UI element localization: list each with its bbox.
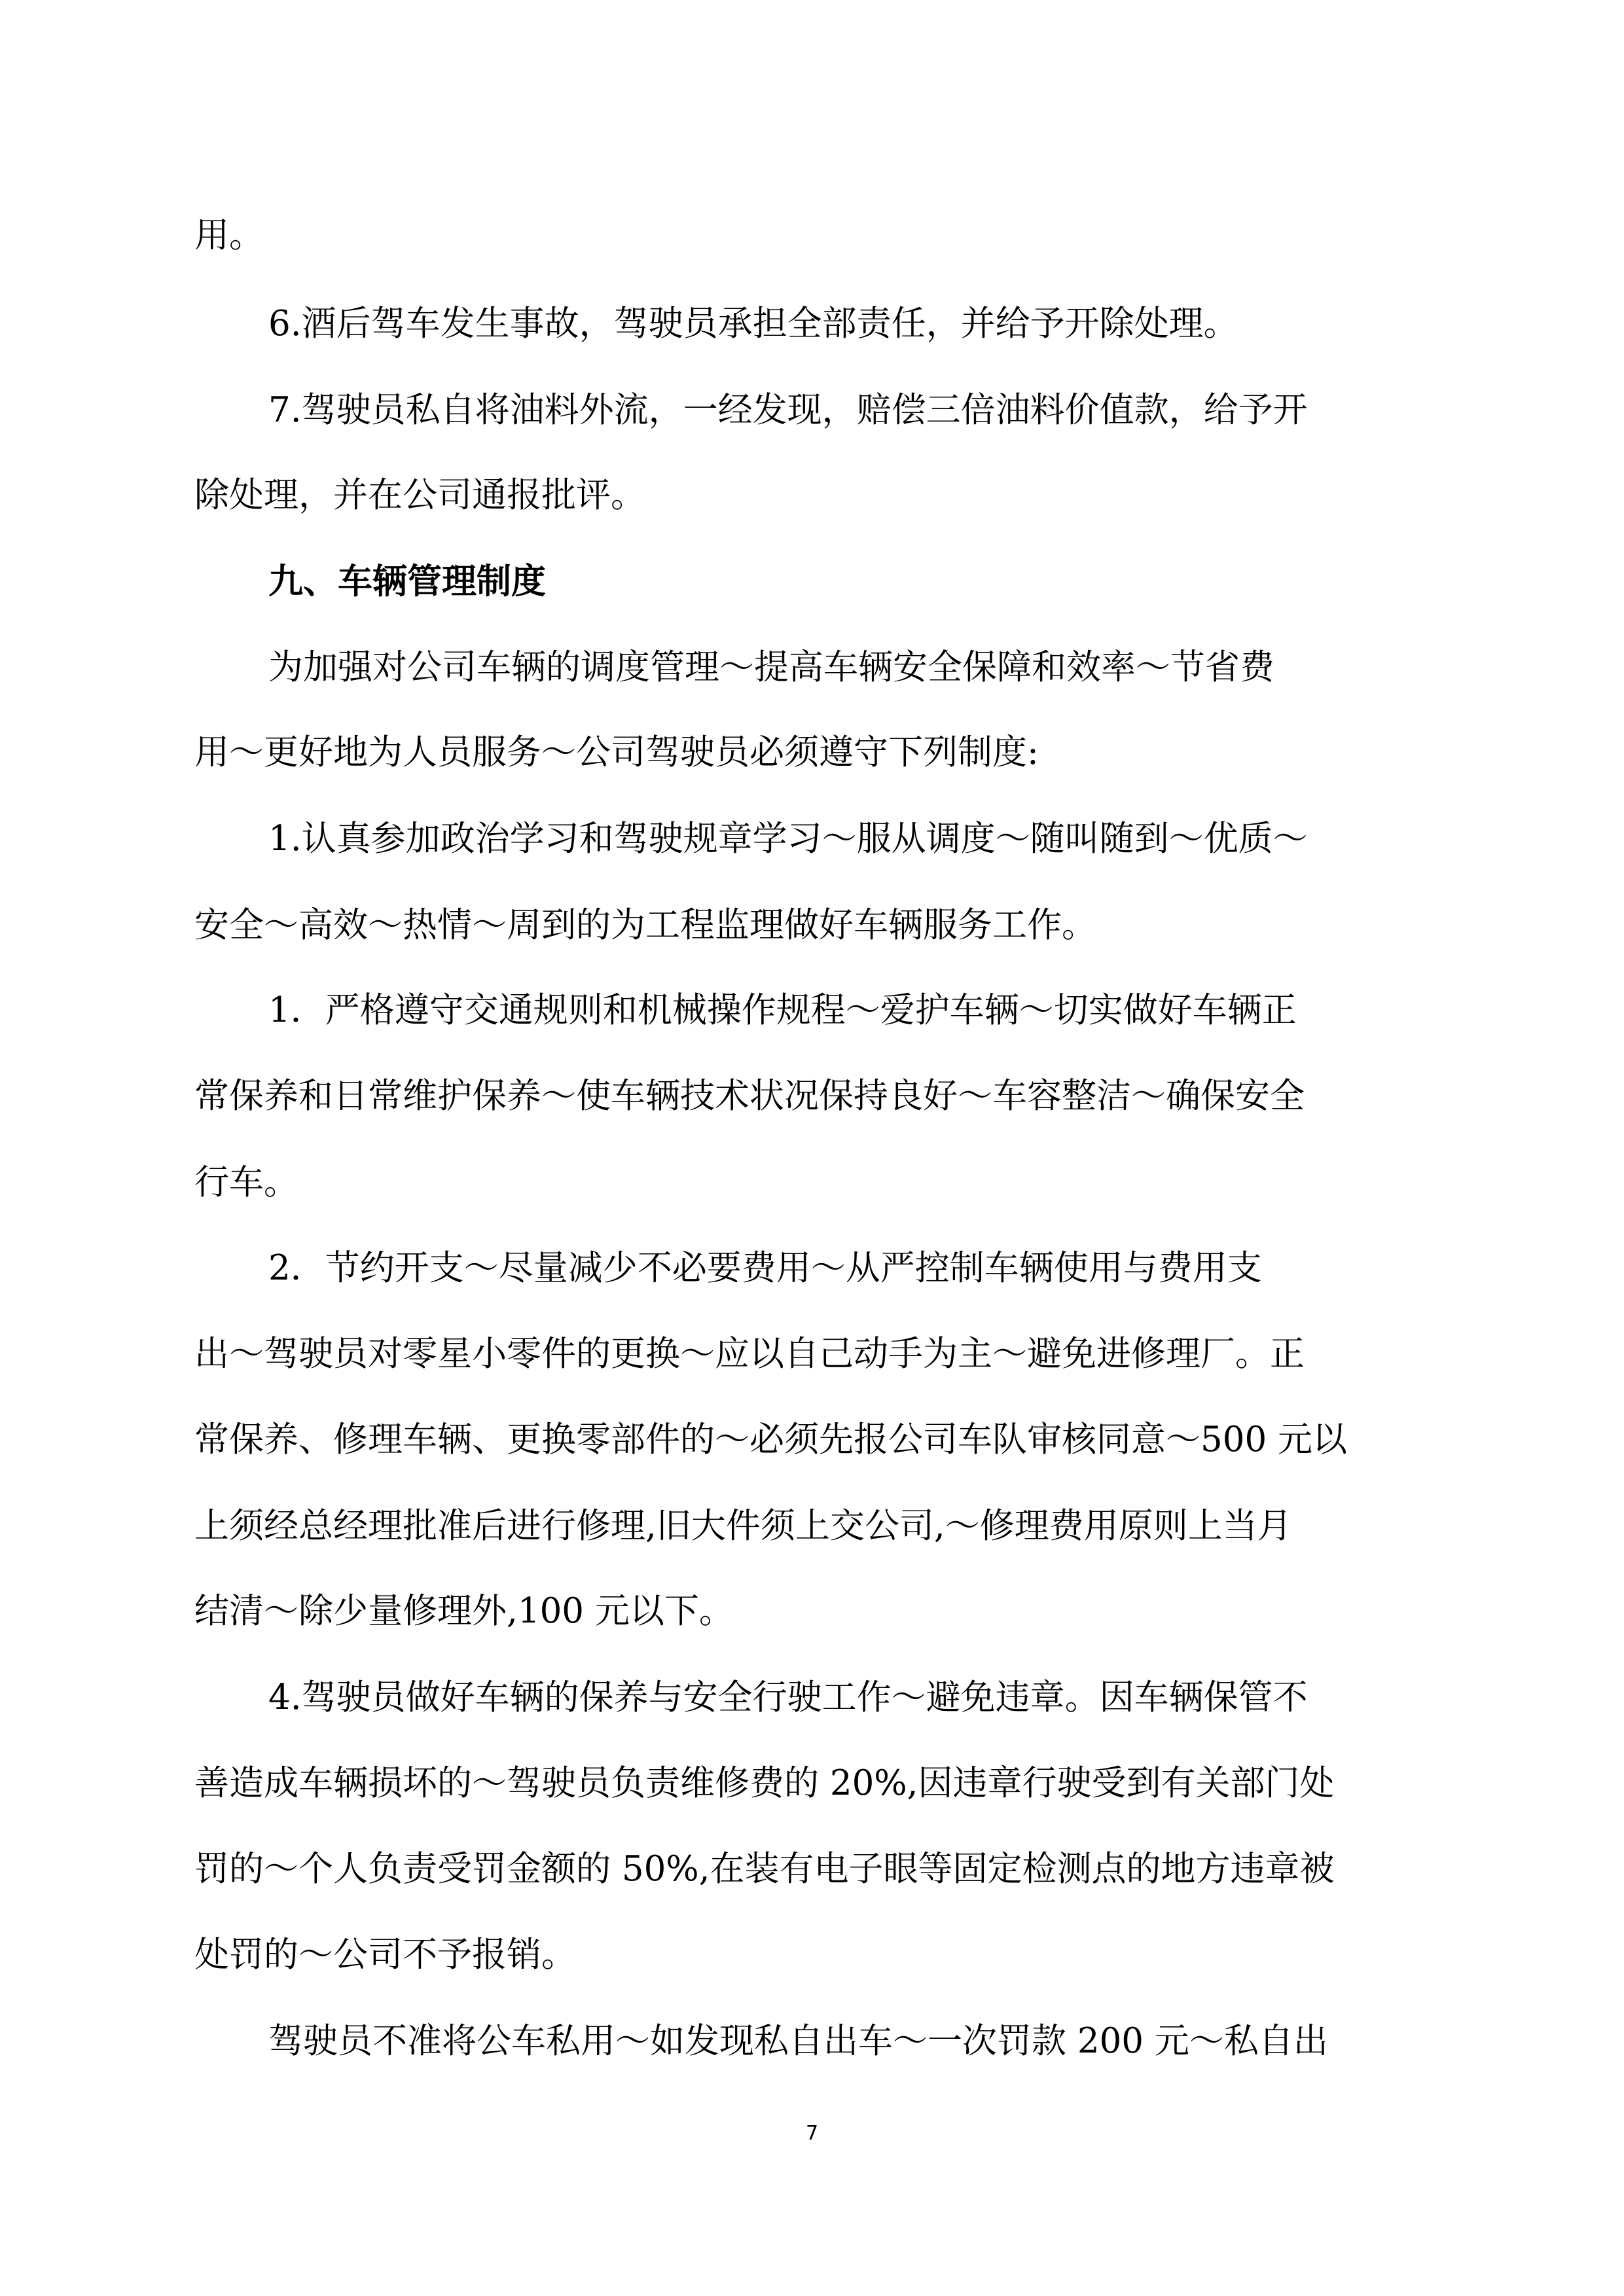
text-line: 7.驾驶员私自将油料外流，一经发现，赔偿三倍油料价值款，给予开 [268,390,1308,430]
text-line: 驾驶员不准将公车私用～如发现私自出车～一次罚款 200 元～私自出 [268,2021,1328,2061]
text-line: 1．严格遵守交通规则和机械操作规程～爱护车辆～切实做好车辆正 [268,990,1297,1030]
page-number: 7 [805,2122,819,2145]
text-line: 用。 [194,215,264,255]
text-line: 安全～高效～热情～周到的为工程监理做好车辆服务工作。 [194,905,1096,945]
text-line: 常保养和日常维护保养～使车辆技术状况保持良好～车容整洁～确保安全 [194,1076,1305,1116]
text-line: 常保养、修理车辆、更换零部件的～必须先报公司车队审核同意～500 元以 [194,1420,1348,1460]
text-line: 上须经总经理批准后进行修理,旧大件须上交公司,～修理费用原则上当月 [194,1506,1292,1546]
section-heading: 九、车辆管理制度 [268,561,546,601]
text-line: 为加强对公司车辆的调度管理～提高车辆安全保障和效率～节省费 [268,647,1274,687]
text-line: 2．节约开支～尽量减少不必要费用～从严控制车辆使用与费用支 [268,1248,1262,1288]
text-line: 罚的～个人负责受罚金额的 50%,在装有电子眼等固定检测点的地方违章被 [194,1849,1335,1889]
text-line: 处罚的～公司不予报销。 [194,1935,576,1975]
text-line: 用～更好地为人员服务～公司驾驶员必须遵守下列制度: [194,732,1039,772]
text-line: 1.认真参加政治学习和驾驶规章学习～服从调度～随叫随到～优质～ [268,819,1308,859]
text-line: 4.驾驶员做好车辆的保养与安全行驶工作～避免违章。因车辆保管不 [268,1677,1308,1717]
text-line: 行车。 [194,1162,298,1202]
text-line: 出～驾驶员对零星小零件的更换～应以自己动手为主～避免进修理厂。正 [194,1334,1305,1374]
text-line: 除处理，并在公司通报批评。 [194,475,645,515]
text-line: 6.酒后驾车发生事故，驾驶员承担全部责任，并给予开除处理。 [268,304,1238,344]
text-line: 善造成车辆损坏的～驾驶员负责维修费的 20%,因违章行驶受到有关部门处 [194,1763,1335,1803]
text-line: 结清～除少量修理外,100 元以下。 [194,1591,734,1631]
